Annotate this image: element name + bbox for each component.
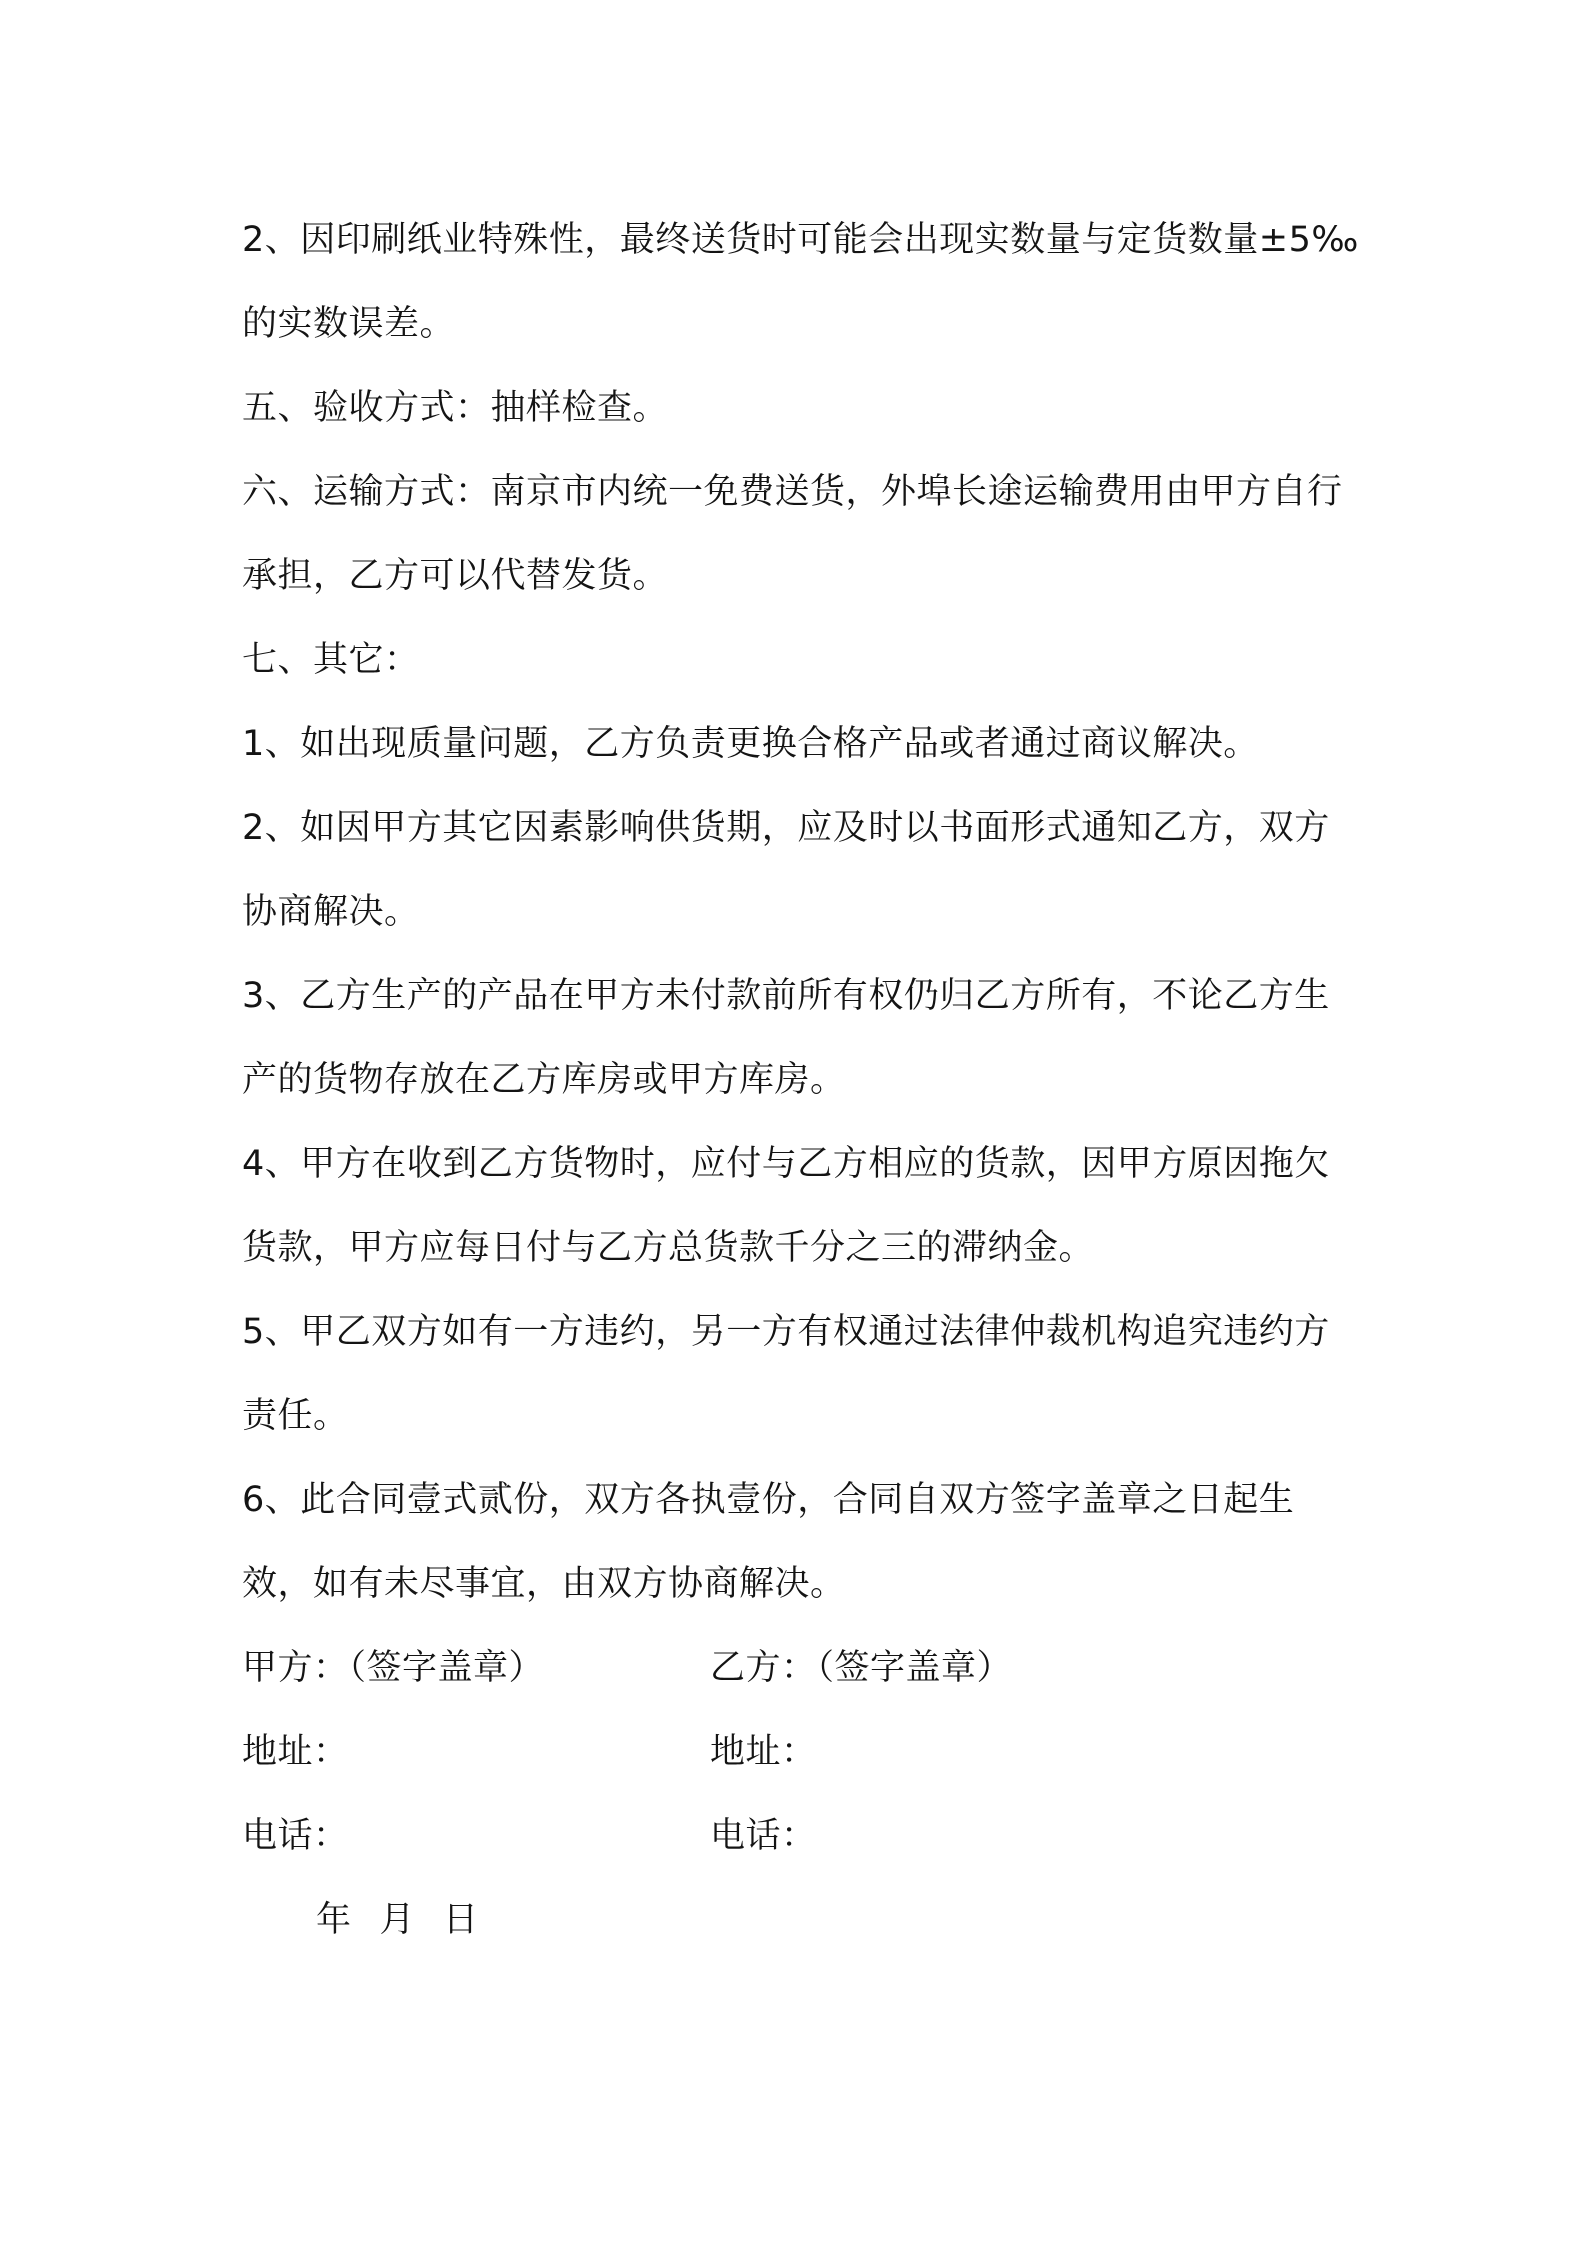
clause-7-other-heading: 七、其它： (242, 640, 420, 680)
party-a-address-label: 地址： (242, 1732, 349, 1772)
signature-row (242, 1626, 1362, 1710)
phone-row (242, 1794, 1362, 1878)
clause-6-transport-method: 六、运输方式：南京市内统一免费送货，外埠长途运输费用由甲方自行承担，乙方可以代替发货。 (242, 472, 1343, 596)
address-row (242, 1710, 1362, 1794)
clause-7-4-payment: 4、甲方在收到乙方货物时，应付与乙方相应的货款，因甲方原因拖欠货款，甲方应每日付与乙方总货款千分之三的滞纳金。 (242, 1144, 1330, 1268)
contract-body (242, 198, 1362, 1962)
date-line (242, 1878, 1362, 1962)
clause-5-acceptance-method: 五、验收方式：抽样检查。 (242, 388, 669, 428)
clause-7-3-ownership: 3、乙方生产的产品在甲方未付款前所有权仍归乙方所有，不论乙方生产的货物存放在乙方库房或甲方库房。 (242, 976, 1330, 1100)
clause-7-6-copies: 6、此合同壹式贰份，双方各执壹份，合同自双方签字盖章之日起生效，如有未尽事宜，由双方协商解决。 (242, 1480, 1295, 1604)
clause-7-5-breach: 5、甲乙双方如有一方违约，另一方有权通过法律仲裁机构追究违约方责任。 (242, 1312, 1330, 1436)
party-b-phone-label: 电话： (710, 1816, 817, 1856)
date-month-label: 月 (379, 1900, 416, 1940)
date-day-label: 日 (443, 1900, 479, 1940)
party-a-phone-label: 电话： (242, 1816, 349, 1856)
date-year-label: 年 (316, 1900, 352, 1940)
clause-7-2-supply-delay: 2、如因甲方其它因素影响供货期，应及时以书面形式通知乙方，双方协商解决。 (242, 808, 1330, 932)
party-b-signature-label: 乙方：（签字盖章） (710, 1648, 1013, 1688)
clause-7-1-quality: 1、如出现质量问题，乙方负责更换合格产品或者通过商议解决。 (242, 724, 1259, 764)
clause-4-2-quantity-tolerance: 2、因印刷纸业特殊性，最终送货时可能会出现实数量与定货数量±5‰的实数误差。 (242, 220, 1359, 344)
party-a-signature-label: 甲方：（签字盖章） (242, 1648, 545, 1688)
party-b-address-label: 地址： (710, 1732, 817, 1772)
